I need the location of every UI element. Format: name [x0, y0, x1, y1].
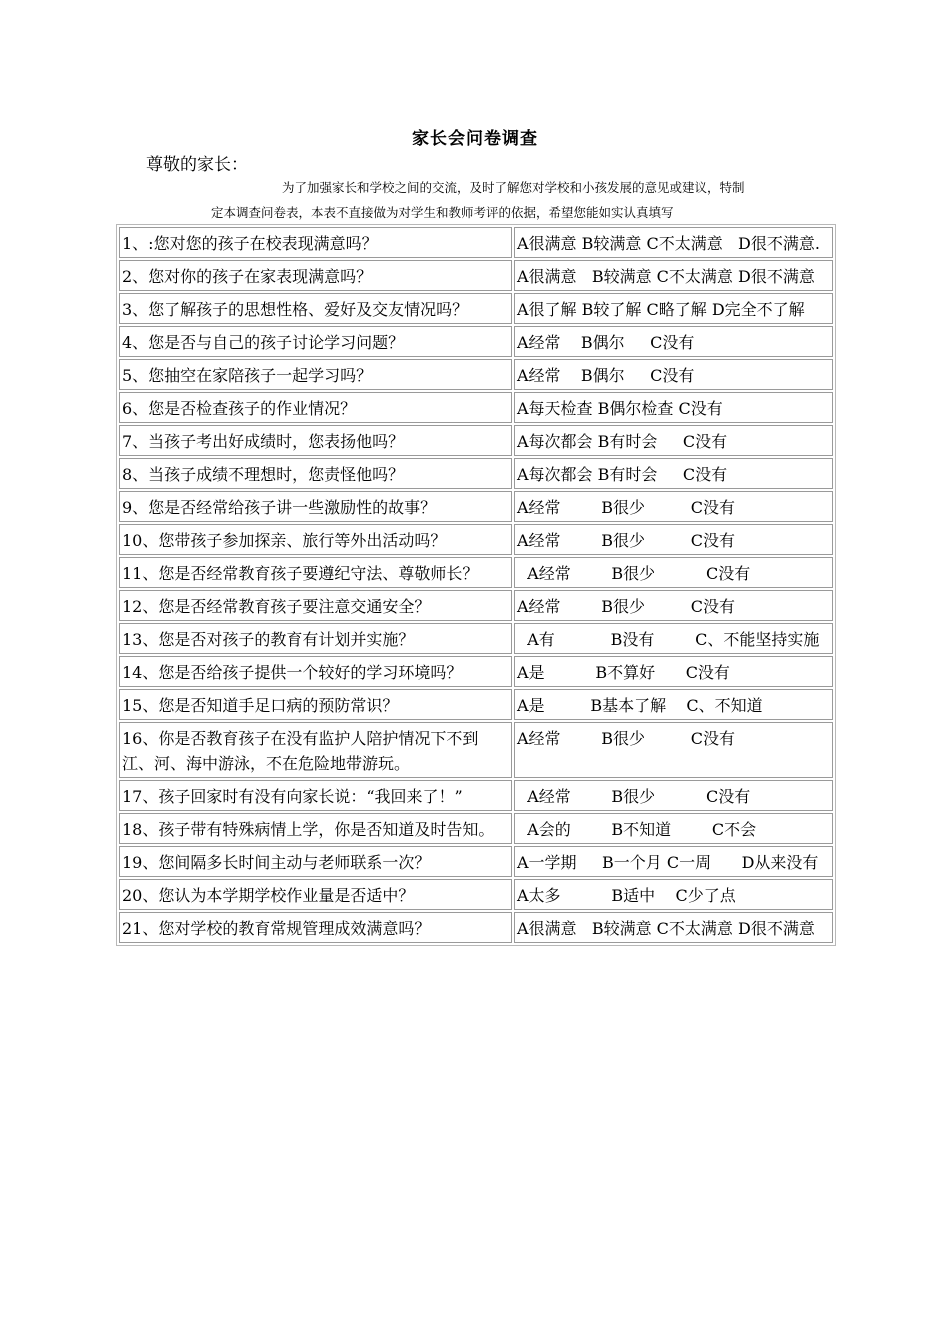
table-row — [119, 293, 833, 324]
question-cell: 12、您是否经常教育孩子要注意交通安全？ — [119, 590, 512, 621]
table-row — [119, 912, 833, 943]
table-row — [119, 227, 833, 258]
answer-options-cell: A是 B基本了解 C、不知道 — [514, 689, 833, 720]
answer-options-cell: A经常 B很少 C没有 — [514, 780, 833, 811]
table-row — [119, 780, 833, 811]
table-row — [119, 491, 833, 522]
answer-options-cell: A很了解 B较了解 C略了解 D完全不了解 — [514, 293, 833, 324]
question-cell: 6、您是否检查孩子的作业情况？ — [119, 392, 512, 423]
table-row — [119, 813, 833, 844]
question-cell: 18、孩子带有特殊病情上学，你是否知道及时告知。 — [119, 813, 512, 844]
table-row — [119, 590, 833, 621]
intro-text-line-1: 为了加强家长和学校之间的交流，及时了解您对学校和小孩发展的意见或建议，特制 — [282, 180, 745, 195]
answer-options-cell: A经常 B很少 C没有 — [514, 557, 833, 588]
table-row — [119, 722, 833, 778]
answer-options-cell: A是 B不算好 C没有 — [514, 656, 833, 687]
table-row — [119, 260, 833, 291]
question-cell: 1、:您对您的孩子在校表现满意吗？ — [119, 227, 512, 258]
answer-options-cell: A每次都会 B有时会 C没有 — [514, 425, 833, 456]
document-title: 家长会问卷调查 — [412, 129, 538, 149]
answer-options-cell: A太多 B适中 C少了点 — [514, 879, 833, 910]
question-cell: 21、您对学校的教育常规管理成效满意吗？ — [119, 912, 512, 943]
answer-options-cell: A很满意 B较满意 C不太满意 D很不满意 — [514, 912, 833, 943]
answer-options-cell: A一学期 B一个月 C一周 D从来没有 — [514, 846, 833, 877]
table-row — [119, 425, 833, 456]
question-cell: 5、您抽空在家陪孩子一起学习吗？ — [119, 359, 512, 390]
question-cell: 8、当孩子成绩不理想时，您责怪他吗？ — [119, 458, 512, 489]
table-row — [119, 392, 833, 423]
answer-options-cell: A经常 B很少 C没有 — [514, 524, 833, 555]
answer-options-cell: A会的 B不知道 C不会 — [514, 813, 833, 844]
question-cell: 15、您是否知道手足口病的预防常识？ — [119, 689, 512, 720]
table-row — [119, 359, 833, 390]
question-cell: 3、您了解孩子的思想性格、爱好及交友情况吗？ — [119, 293, 512, 324]
question-cell: 14、您是否给孩子提供一个较好的学习环境吗？ — [119, 656, 512, 687]
table-row — [119, 557, 833, 588]
table-row — [119, 689, 833, 720]
question-cell: 17、孩子回家时有没有向家长说：“我回来了！” — [119, 780, 512, 811]
question-cell: 2、您对你的孩子在家表现满意吗？ — [119, 260, 512, 291]
answer-options-cell: A很满意 B较满意 C不太满意 D很不满意. — [514, 227, 833, 258]
answer-options-cell: A每天检查 B偶尔检查 C没有 — [514, 392, 833, 423]
question-cell: 10、您带孩子参加探亲、旅行等外出活动吗？ — [119, 524, 512, 555]
table-row — [119, 458, 833, 489]
intro-text-line-2: 定本调查问卷表，本表不直接做为对学生和教师考评的依据，希望您能如实认真填写 — [211, 205, 674, 220]
question-cell: 16、你是否教育孩子在没有监护人陪护情况下不到江、河、海中游泳，不在危险地带游玩。 — [119, 722, 512, 778]
question-cell: 20、您认为本学期学校作业量是否适中？ — [119, 879, 512, 910]
table-row — [119, 879, 833, 910]
answer-options-cell: A经常 B很少 C没有 — [514, 491, 833, 522]
table-row — [119, 656, 833, 687]
table-row — [119, 846, 833, 877]
question-cell: 7、当孩子考出好成绩时，您表扬他吗？ — [119, 425, 512, 456]
question-cell: 19、您间隔多长时间主动与老师联系一次？ — [119, 846, 512, 877]
table-row — [119, 623, 833, 654]
answer-options-cell: A经常 B很少 C没有 — [514, 722, 833, 778]
answer-options-cell: A经常 B很少 C没有 — [514, 590, 833, 621]
answer-options-cell: A很满意 B较满意 C不太满意 D很不满意 — [514, 260, 833, 291]
greeting: 尊敬的家长： — [146, 155, 248, 175]
question-cell: 9、您是否经常给孩子讲一些激励性的故事？ — [119, 491, 512, 522]
survey-table — [116, 224, 836, 946]
question-cell: 13、您是否对孩子的教育有计划并实施？ — [119, 623, 512, 654]
answer-options-cell: A经常 B偶尔 C没有 — [514, 359, 833, 390]
question-cell: 4、您是否与自己的孩子讨论学习问题？ — [119, 326, 512, 357]
answer-options-cell: A有 B没有 C、不能坚持实施 — [514, 623, 833, 654]
table-row — [119, 524, 833, 555]
table-row — [119, 326, 833, 357]
answer-options-cell: A每次都会 B有时会 C没有 — [514, 458, 833, 489]
question-cell: 11、您是否经常教育孩子要遵纪守法、尊敬师长？ — [119, 557, 512, 588]
answer-options-cell: A经常 B偶尔 C没有 — [514, 326, 833, 357]
